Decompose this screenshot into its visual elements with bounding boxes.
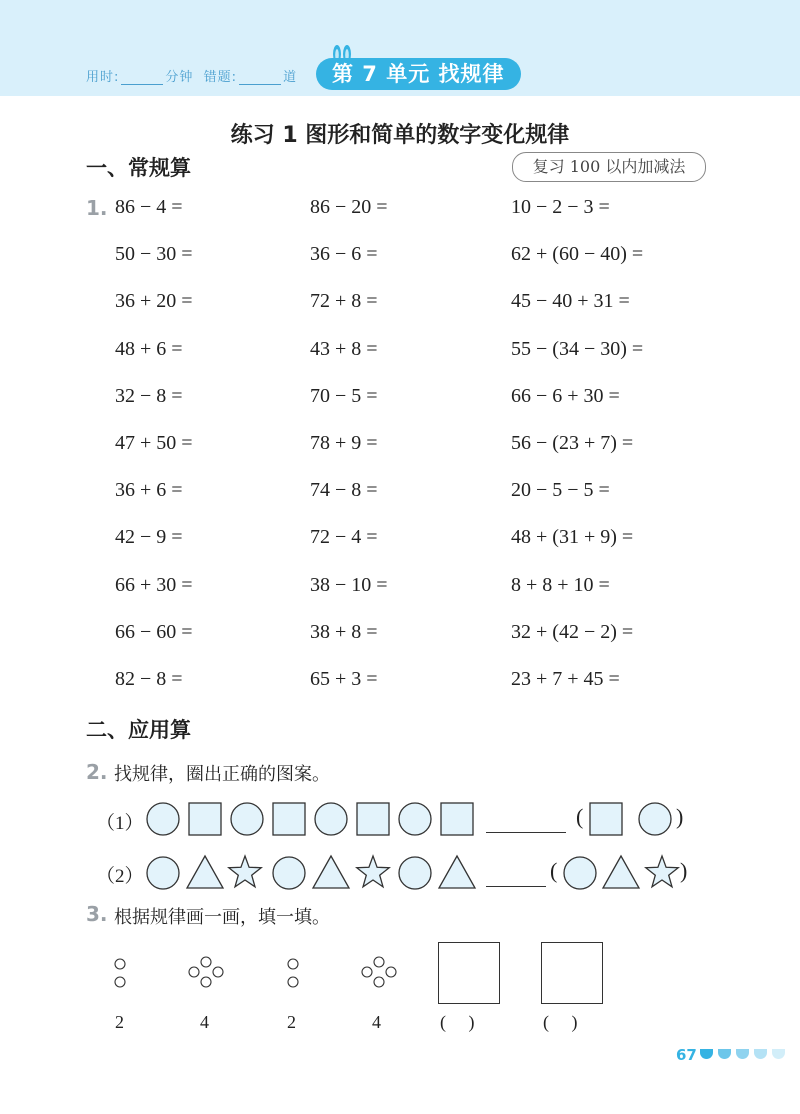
row-2-label: （2） <box>96 866 144 887</box>
row-2-circle-icon <box>273 857 305 889</box>
row-1-circle-icon <box>231 803 263 835</box>
equation-r10-c3: 32 + (42 − 2) = <box>511 620 634 643</box>
decor-cup-1 <box>700 1049 713 1059</box>
equation-r6-c2: 78 + 9 = <box>310 432 378 454</box>
draw-box-2[interactable] <box>541 942 603 1004</box>
row-1-circle-icon <box>147 803 179 835</box>
errors-blank[interactable] <box>239 72 281 85</box>
equation-r7-c2: 74 − 8 = <box>310 479 378 502</box>
equation-r7-c3: 20 − 5 − 5 = <box>511 479 610 502</box>
decor-cup-2 <box>718 1049 731 1059</box>
time-blank[interactable] <box>121 72 163 85</box>
decor-cup-4 <box>754 1049 767 1059</box>
dot-patterns <box>0 950 800 1000</box>
row-1-paren-close: ) <box>676 804 684 829</box>
equation-r11-c1: 82 − 8 = <box>115 668 183 690</box>
row-2-option-circle-icon[interactable] <box>564 857 596 889</box>
equation-r8-c2: 72 − 4 = <box>310 526 378 549</box>
dot-pair-1-bottom <box>115 977 125 987</box>
equation-r2-c2: 36 − 6 = <box>310 243 378 266</box>
question-number-3: 3. <box>86 902 108 926</box>
equation-r3-c3: 45 − 40 + 31 = <box>511 290 630 313</box>
dot-quad-2-right <box>386 967 396 977</box>
equation-r4-c2: 43 + 8 = <box>310 337 378 360</box>
row-1-square-icon <box>273 803 305 835</box>
dot-quad-2-bottom <box>374 977 384 987</box>
dot-pair-1-top <box>115 959 125 969</box>
row-2-triangle-icon <box>439 856 475 888</box>
question-number-1: 1. <box>86 196 108 220</box>
draw-box-1[interactable] <box>438 942 500 1004</box>
equation-r9-c1: 66 + 30 = <box>115 573 193 596</box>
row-1-label: （1） <box>96 813 144 834</box>
decor-cup-5 <box>772 1049 785 1059</box>
question-number-2: 2. <box>86 760 108 784</box>
equation-r8-c1: 42 − 9 = <box>115 526 183 549</box>
equation-r6-c3: 56 − (23 + 7) = <box>511 432 634 454</box>
count-label-2: 4 <box>200 1012 209 1032</box>
equation-r10-c2: 38 + 8 = <box>310 620 378 643</box>
equation-r2-c1: 50 − 30 = <box>115 243 193 266</box>
row-1-square-icon <box>441 803 473 835</box>
unit-title-badge: 第 7 单元 找规律 <box>316 58 521 90</box>
section-heading-applied-calc: 二、应用算 <box>86 718 191 742</box>
row-2-option-triangle-icon[interactable] <box>603 856 639 888</box>
row-1-circle-icon <box>399 803 431 835</box>
row-1-square-icon <box>357 803 389 835</box>
row-2-circle-icon <box>147 857 179 889</box>
row-2-answer-line[interactable] <box>486 886 546 887</box>
dot-quad-1-top <box>201 957 211 967</box>
row-2-paren-open: ( <box>550 858 558 883</box>
dot-quad-1-left <box>189 967 199 977</box>
row-2-circle-icon <box>399 857 431 889</box>
equation-r5-c3: 66 − 6 + 30 = <box>511 384 620 407</box>
row-1-circle-icon <box>315 803 347 835</box>
equation-r3-c1: 36 + 20 = <box>115 290 193 313</box>
equation-r4-c3: 55 − (34 − 30) = <box>511 337 644 360</box>
row-1-option-square-icon[interactable] <box>590 803 622 835</box>
minute-label: 分钟 <box>165 70 194 85</box>
equation-r6-c1: 47 + 50 = <box>115 432 193 454</box>
count-blank-2[interactable]: ( ) <box>543 1012 578 1032</box>
equation-r11-c2: 65 + 3 = <box>310 668 378 690</box>
row-2-paren-close: ) <box>680 858 688 883</box>
equation-r10-c1: 66 − 60 = <box>115 620 193 643</box>
row-2-triangle-icon <box>313 856 349 888</box>
equation-r1-c3: 10 − 2 − 3 = <box>511 196 610 218</box>
equation-r7-c1: 36 + 6 = <box>115 479 183 502</box>
count-blank-1[interactable]: ( ) <box>440 1012 475 1032</box>
row-2-option-star-icon[interactable] <box>646 856 678 887</box>
question-unit-label: 道 <box>283 70 298 85</box>
count-label-3: 2 <box>287 1012 296 1032</box>
dot-quad-1-bottom <box>201 977 211 987</box>
row-1-square-icon <box>189 803 221 835</box>
row-1-answer-line[interactable] <box>486 832 566 833</box>
equation-r2-c3: 62 + (60 − 40) = <box>511 243 644 266</box>
decor-cup-3 <box>736 1049 749 1059</box>
equation-r9-c2: 38 − 10 = <box>310 573 388 596</box>
dot-pair-2-top <box>288 959 298 969</box>
row-1-option-circle-icon[interactable] <box>639 803 671 835</box>
dot-quad-2-top <box>374 957 384 967</box>
page-number: 67 <box>676 1046 697 1064</box>
dot-quad-1-right <box>213 967 223 977</box>
equation-r1-c1: 86 − 4 = <box>115 196 183 218</box>
count-label-4: 4 <box>372 1012 381 1032</box>
equation-r1-c2: 86 − 20 = <box>310 196 388 218</box>
equation-r5-c1: 32 − 8 = <box>115 384 183 407</box>
count-label-1: 2 <box>115 1012 124 1032</box>
time-label: 用时: <box>86 70 120 85</box>
section-heading-routine-calc: 一、常规算 <box>86 156 191 180</box>
time-and-errors-record <box>86 66 297 85</box>
equation-r9-c3: 8 + 8 + 10 = <box>511 573 610 596</box>
equation-r8-c3: 48 + (31 + 9) = <box>511 526 634 549</box>
row-2-triangle-icon <box>187 856 223 888</box>
equation-r4-c1: 48 + 6 = <box>115 337 183 360</box>
dot-quad-2-left <box>362 967 372 977</box>
equation-r3-c2: 72 + 8 = <box>310 290 378 313</box>
question-3-text: 根据规律画一画，填一填。 <box>114 907 330 928</box>
errors-label: 错题: <box>203 70 238 85</box>
dot-pair-2-bottom <box>288 977 298 987</box>
row-1-paren-open: ( <box>576 804 584 829</box>
question-2-text: 找规律，圈出正确的图案。 <box>114 764 330 785</box>
equation-r11-c3: 23 + 7 + 45 = <box>511 668 620 690</box>
review-tag: 复习 100 以内加减法 <box>512 152 706 182</box>
equation-r5-c2: 70 − 5 = <box>310 384 378 407</box>
row-2-star-icon <box>357 856 389 887</box>
page-title: 练习 1 图形和简单的数字变化规律 <box>230 123 570 148</box>
row-2-star-icon <box>229 856 261 887</box>
